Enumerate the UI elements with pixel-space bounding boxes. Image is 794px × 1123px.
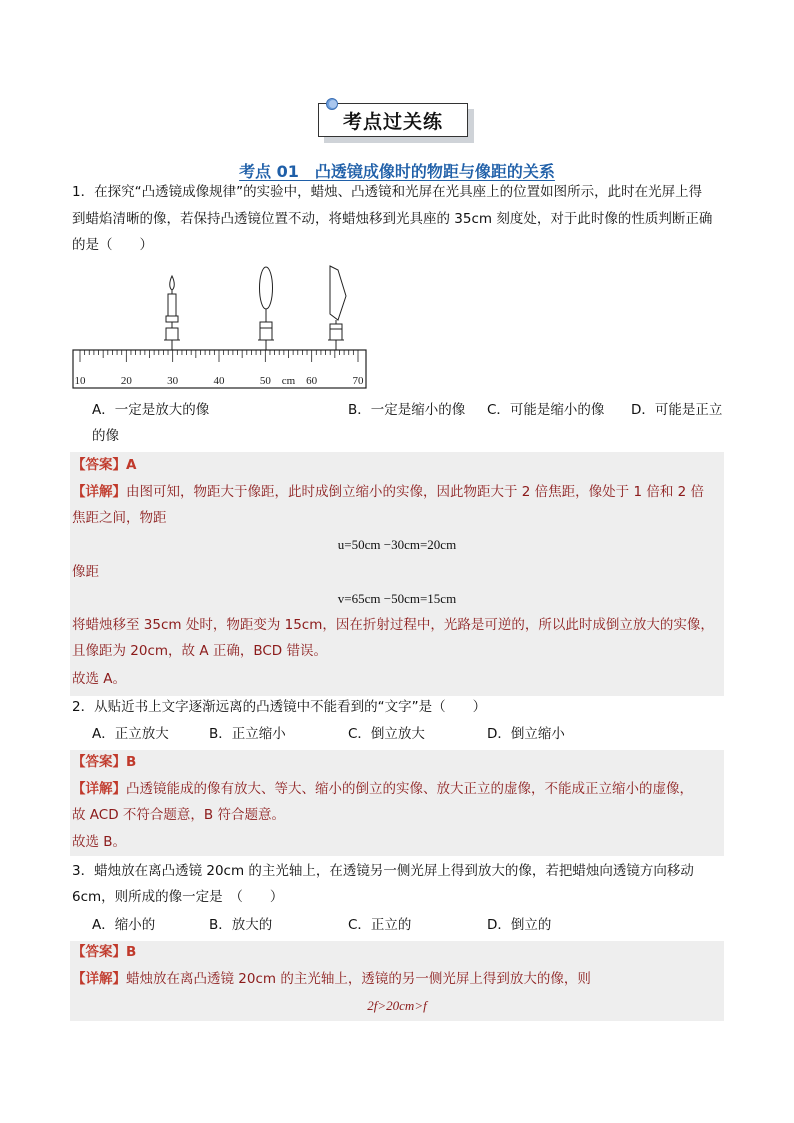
q3-stem-line1: 3．蜡烛放在离凸透镜 20cm 的主光轴上，在透镜另一侧光屏上得到放大的像，若把蜡烛向透镜方向移动	[72, 863, 694, 879]
q1-answer: 【答案】A	[72, 457, 137, 473]
ruler-label: 60	[306, 375, 318, 387]
q2-option-a[interactable]: A．正立放大	[92, 726, 169, 742]
q2-detail-line1: 【详解】凸透镜能成的像有放大、等大、缩小的倒立的实像、放大正立的虚像，不能成正立缩小的虚像，	[72, 781, 693, 797]
q1-formula-image-distance: v=65cm −50cm=15cm	[337, 591, 457, 606]
ruler-label: 70	[352, 375, 364, 387]
badge-dot-icon	[326, 98, 338, 110]
ruler-label: 30	[167, 375, 179, 387]
q2-option-c[interactable]: C．倒立放大	[348, 726, 425, 742]
q3-stem-line2: 6cm，则所成的像一定是 （ ）	[72, 889, 284, 905]
q1-conclusion: 故选 A。	[72, 671, 127, 687]
q3-option-d[interactable]: D．倒立的	[487, 917, 552, 933]
q2-option-b[interactable]: B．正立缩小	[209, 726, 286, 742]
ruler-label: 20	[120, 375, 132, 387]
candle-icon	[164, 276, 180, 350]
ruler-label: 10	[74, 375, 86, 387]
q3-answer: 【答案】B	[72, 944, 137, 960]
q2-option-d[interactable]: D．倒立缩小	[487, 726, 565, 742]
ruler-label: 50	[259, 375, 271, 387]
q1-stem-line2: 到蜡焰清晰的像，若保持凸透镜位置不动，将蜡烛移到光具座的 35cm 刻度处，对于此时像的性质判断正确	[72, 211, 713, 227]
q1-option-b[interactable]: B．一定是缩小的像	[348, 402, 466, 418]
q2-answer: 【答案】B	[72, 754, 137, 770]
q3-formula: 2f>20cm>f	[367, 998, 427, 1013]
q1-option-c[interactable]: C．可能是缩小的像	[487, 402, 605, 418]
ruler-label: 40	[213, 375, 225, 387]
convex-lens-icon	[258, 267, 274, 350]
q2-stem: 2．从贴近书上文字逐渐远离的凸透镜中不能看到的“文字”是（ ）	[72, 699, 487, 715]
q1-stem-line3: 的是（ ）	[72, 237, 153, 253]
q1-detail-line5: 且像距为 20cm，故 A 正确，BCD 错误。	[72, 643, 327, 659]
q1-option-d-cont[interactable]: 的像	[92, 428, 119, 444]
q1-option-a[interactable]: A．一定是放大的像	[92, 402, 210, 418]
q3-detail-line1: 【详解】蜡烛放在离凸透镜 20cm 的主光轴上，透镜的另一侧光屏上得到放大的像，则	[72, 971, 591, 987]
q1-optical-bench-figure	[68, 262, 372, 392]
q3-option-a[interactable]: A．缩小的	[92, 917, 156, 933]
light-screen-icon	[328, 266, 346, 350]
q1-detail-line4: 将蜡烛移至 35cm 处时，物距变为 15cm，因在折射过程中，光路是可逆的，所以此时成倒立放大的实像，	[72, 617, 714, 633]
ruler	[73, 350, 366, 388]
section-title-text: 考点 01 凸透镜成像时的物距与像距的关系	[239, 162, 555, 181]
q1-detail-line2: 焦距之间，物距	[72, 510, 167, 526]
q1-formula-object-distance: u=50cm −30cm=20cm	[337, 537, 457, 552]
header-badge	[318, 103, 476, 145]
q2-detail-line2: 故 ACD 不符合题意，B 符合题意。	[72, 807, 285, 823]
q1-option-d[interactable]: D．可能是正立	[631, 402, 723, 418]
q2-conclusion: 故选 B。	[72, 834, 127, 850]
ruler-label: cm	[281, 375, 296, 387]
badge-title: 考点过关练	[318, 103, 468, 137]
q3-option-b[interactable]: B．放大的	[209, 917, 273, 933]
q3-option-c[interactable]: C．正立的	[348, 917, 412, 933]
q1-detail-line3: 像距	[72, 564, 99, 580]
q1-stem-line1: 1．在探究“凸透镜成像规律”的实验中，蜡烛、凸透镜和光屏在光具座上的位置如图所示，此时在光屏上得	[72, 184, 703, 200]
q1-detail-line1: 【详解】由图可知，物距大于像距，此时成倒立缩小的实像，因此物距大于 2 倍焦距，像处于 1 倍和 2 倍	[72, 484, 705, 500]
